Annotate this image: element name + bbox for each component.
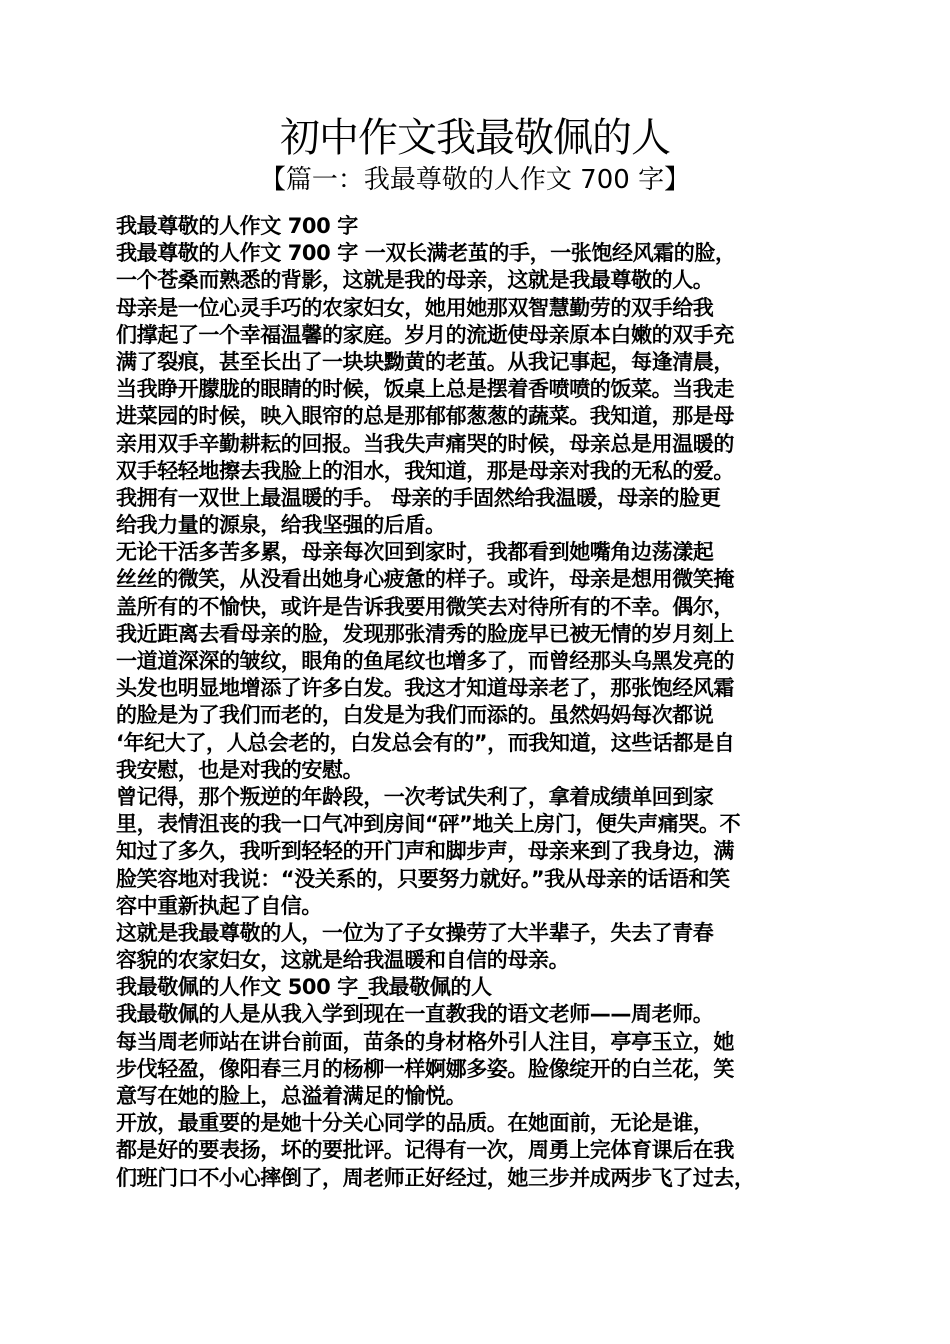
text-line: 我近距离去看母亲的脸，发现那张清秀的脸庞早已被无情的岁月刻上 bbox=[116, 621, 734, 646]
text-line: 我最敬佩的人是从我入学到现在一直教我的语文老师——周老师。 bbox=[116, 1002, 714, 1027]
text-line: 脸笑容地对我说：“没关系的，只要努力就好。”我从母亲的话语和笑 bbox=[116, 866, 730, 891]
text-line: 每当周老师站在讲台前面，苗条的身材格外引人注目，亭亭玉立，她 bbox=[116, 1029, 734, 1054]
text-line: 开放，最重要的是她十分关心同学的品质。在她面前，无论是谁， bbox=[116, 1111, 714, 1136]
text-line: 当我睁开朦胧的眼睛的时候，饭桌上总是摆着香喷喷的饭菜。当我走 bbox=[116, 377, 734, 402]
text-line: 曾记得，那个叛逆的年龄段，一次考试失利了，拿着成绩单回到家 bbox=[116, 784, 714, 809]
text-line: 里，表情沮丧的我一口气冲到房间“砰”地关上房门，便失声痛哭。不 bbox=[116, 812, 741, 837]
text-line: 一个苍桑而熟悉的背影，这就是我的母亲，这就是我最尊敬的人。 bbox=[116, 268, 714, 293]
document-subtitle: 【篇一：我最尊敬的人作文 700 字】 bbox=[259, 165, 691, 195]
text-line: 我最敬佩的人作文 500 字_我最敬佩的人 bbox=[116, 975, 492, 1000]
text-line: 我最尊敬的人作文 700 字 bbox=[116, 214, 358, 238]
document-body bbox=[116, 213, 852, 1192]
text-line: 满了裂痕，甚至长出了一块块黝黄的老茧。从我记事起，每逢清晨， bbox=[116, 349, 734, 374]
text-line: 给我力量的源泉，给我坚强的后盾。 bbox=[116, 513, 446, 538]
text-line: 一道道深深的皱纹，眼角的鱼尾纹也增多了，而曾经那头乌黑发亮的 bbox=[116, 649, 734, 673]
document-title: 初中作文我最敬佩的人 bbox=[280, 115, 670, 161]
text-line: 盖所有的不愉快，或许是告诉我要用微笑去对待所有的不幸。偶尔， bbox=[116, 594, 734, 619]
text-line: 容中重新执起了自信。 bbox=[116, 893, 322, 918]
text-line: ‘年纪大了，人总会老的，白发总会有的”，而我知道，这些话都是自 bbox=[116, 730, 735, 755]
text-line: 我安慰，也是对我的安慰。 bbox=[116, 757, 364, 782]
text-line: 亲用双手辛勤耕耘的回报。当我失声痛哭的时候，母亲总是用温暖的 bbox=[116, 431, 734, 456]
text-line: 我最尊敬的人作文 700 字 一双长满老茧的手，一张饱经风霜的脸， bbox=[116, 241, 736, 266]
text-line: 进菜园的时候，映入眼帘的总是那郁郁葱葱的蔬菜。我知道，那是母 bbox=[116, 404, 734, 429]
text-line: 们班门口不小心摔倒了，周老师正好经过，她三步并成两步飞了过去， bbox=[116, 1165, 755, 1190]
text-line: 丝丝的微笑，从没看出她身心疲惫的样子。或许，母亲是想用微笑掩 bbox=[116, 567, 734, 592]
text-line: 这就是我最尊敬的人，一位为了子女操劳了大半辈子，失去了青春 bbox=[116, 920, 714, 945]
text-line: 头发也明显地增添了许多白发。我这才知道母亲老了，那张饱经风霜 bbox=[116, 676, 734, 701]
text-line: 无论干活多苦多累，母亲每次回到家时，我都看到她嘴角边荡漾起 bbox=[116, 540, 714, 565]
text-line: 意写在她的脸上，总溢着满足的愉悦。 bbox=[116, 1084, 467, 1108]
text-line: 容貌的农家妇女，这就是给我温暖和自信的母亲。 bbox=[116, 948, 570, 973]
text-line: 双手轻轻地擦去我脸上的泪水，我知道，那是母亲对我的无私的爱。 bbox=[116, 458, 734, 483]
text-line: 的脸是为了我们而老的，白发是为我们而添的。虽然妈妈每次都说 bbox=[116, 703, 714, 728]
text-line: 们撑起了一个幸福温馨的家庭。岁月的流逝使母亲原本白嫩的双手充 bbox=[116, 322, 734, 347]
text-line: 我拥有一双世上最温暖的手。 母亲的手固然给我温暖，母亲的脸更 bbox=[116, 485, 721, 510]
text-line: 母亲是一位心灵手巧的农家妇女，她用她那双智慧勤劳的双手给我 bbox=[116, 295, 714, 320]
text-line: 知过了多久，我听到轻轻的开门声和脚步声，母亲来到了我身边，满 bbox=[116, 839, 734, 864]
text-line: 都是好的要表扬，坏的要批评。记得有一次，周勇上完体育课后在我 bbox=[116, 1138, 734, 1163]
text-line: 步伐轻盈，像阳春三月的杨柳一样婀娜多姿。脸像绽开的白兰花，笑 bbox=[116, 1056, 734, 1081]
